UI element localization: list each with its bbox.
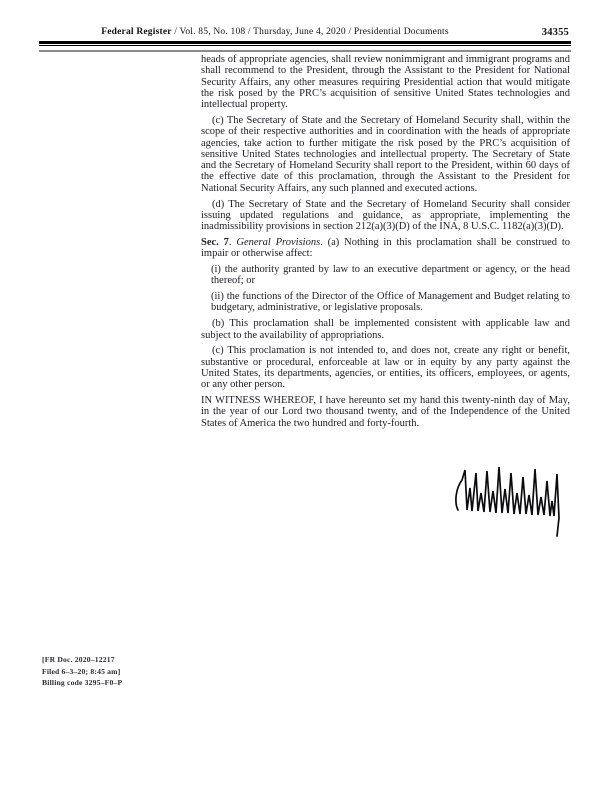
paragraph [201, 237, 570, 260]
header-rule [39, 41, 571, 52]
paragraph-segment: Sec. 7 [201, 236, 229, 248]
paragraph-segment: (d) The Secretary of State and the Secretary of Homeland Security shall consider issuing updated regulations and guidance, as appropriate, implementing the inadmissibility provisions in section 212(a)(3)(D) of the INA, 8 U.S.C. 1182(a)(3)(D). [201, 198, 570, 233]
paragraph-segment: heads of appropriate agencies, shall review nonimmigrant and immigrant programs and shall recommend to the President, through the Assistant to the President for National Security Affairs, any other measures requiring Presidential action that would mitigate the risk posed by the PRC’s acquisition of sensitive United States technologies and intellectual property. [201, 54, 570, 111]
paragraph [211, 264, 570, 287]
filed-date: Filed 6–3–20; 8:45 am] [42, 666, 121, 676]
paragraph-segment: (ii) the functions of the Director of the Office of Management and Budget relating to budgetary, administrative, or legislative proposals. [211, 291, 570, 314]
paragraph [201, 345, 570, 390]
running-header [39, 27, 571, 40]
running-head-citation [39, 27, 511, 37]
paragraph-segment: General Provisions [236, 236, 321, 248]
presidential-signature-icon [449, 458, 573, 540]
paragraph-segment: (c) The Secretary of State and the Secretary of Homeland Security shall, within the scope of their respective authorities and in coordination with the heads of appropriate agencies, take action to further mitigate the risk posed by the PRC’s acquisition of sensitive United States technologies and intellectual property. The Secretary of State and the Secretary of Homeland Security shall report to the President, within 60 days of the effective date of this proclamation, through the Assistant to the President for National Security Affairs, any such planned and executed actions. [201, 114, 570, 194]
paragraph-segment: IN WITNESS WHEREOF, I have hereunto set my hand this twenty-ninth day of May, in the year of our Lord two thousand twenty, and of the Independence of the United States of America the two hundred and forty-fourth. [201, 395, 570, 429]
paragraph-segment: . (a) Nothing in this proclamation shall be construed to impair or otherwise affect: [201, 236, 570, 260]
paragraph-segment: (b) This proclamation shall be implemented consistent with applicable law and subject to the availability of appropriations. [201, 318, 570, 341]
page-number: 34355 [541, 27, 569, 38]
rule-gray [39, 50, 571, 52]
paragraph [211, 291, 570, 314]
journal-title: Federal Register [101, 27, 172, 37]
billing-code: Billing code 3295–F0–P [42, 678, 123, 687]
filing-footer [42, 654, 122, 689]
paragraph-segment: (c) This proclamation is not intended to, and does not, create any right or benefit, substantive or procedural, enforceable at law or in equity by any party against the United States, its departments, agencies, or entities, its officers, employees, or agents, or any other person. [201, 345, 570, 391]
paragraph-segment: . [228, 236, 237, 248]
paragraph-segment: (i) the authority granted by law to an executive department or agency, or the head thereof; or [211, 264, 570, 287]
document-body [201, 54, 570, 433]
citation-text: / Vol. 85, No. 108 / Thursday, June 4, 2020 / Presidential Documents [171, 27, 449, 37]
paragraph [201, 199, 570, 233]
paragraph [201, 54, 570, 110]
paragraph [201, 318, 570, 341]
paragraph [201, 115, 570, 194]
paragraph [201, 395, 570, 429]
fr-doc-number: [FR Doc. 2020–12217 [42, 655, 115, 664]
